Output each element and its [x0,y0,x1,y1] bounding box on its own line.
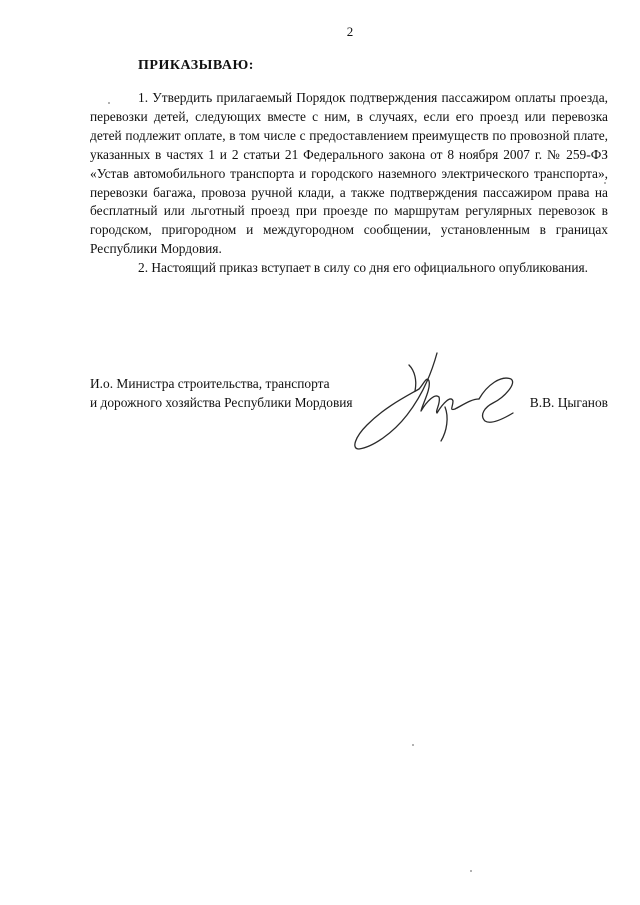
scan-speck [470,870,472,872]
handwritten-signature [345,345,535,455]
signatory-name: В.В. Цыганов [529,395,608,410]
scan-speck [412,744,414,746]
page-number: 2 [346,24,354,39]
signatory-title-line-1: И.о. Министра строительства, транспорта [90,376,330,391]
order-paragraph-2: 2. Настоящий приказ вступает в силу со дня его официального опубликования. [138,260,588,276]
scan-speck [108,102,110,104]
signatory-title-line-2: и дорожного хозяйства Республики Мордовия [90,395,353,410]
order-heading: ПРИКАЗЫВАЮ: [138,58,254,73]
scan-speck [604,182,606,184]
order-body [90,89,608,278]
order-paragraph-1: 1. Утвердить прилагаемый Порядок подтверждения пассажиром оплаты проезда, перевозки детей, следующих вместе с ним, в случаях, если его проезд или перевозка детей подлежит оплате, в том числе с предоставлением преимуществ по провозной плате, указанных в частях 1 и 2 статьи 21 Федерального закона от 8 ноября 2007 г. № 259-ФЗ «Устав автомобильного транспорта и городского наземного электрического транспорта», перевозки багажа, провоза ручной клади, а также подтверждения пассажиром права на бесплатный или льготный проезд при проезде по маршрутам регулярных перевозок в городском, пригородном и междугородном сообщении, установленным в границах Республики Мордовия. [90,90,608,257]
